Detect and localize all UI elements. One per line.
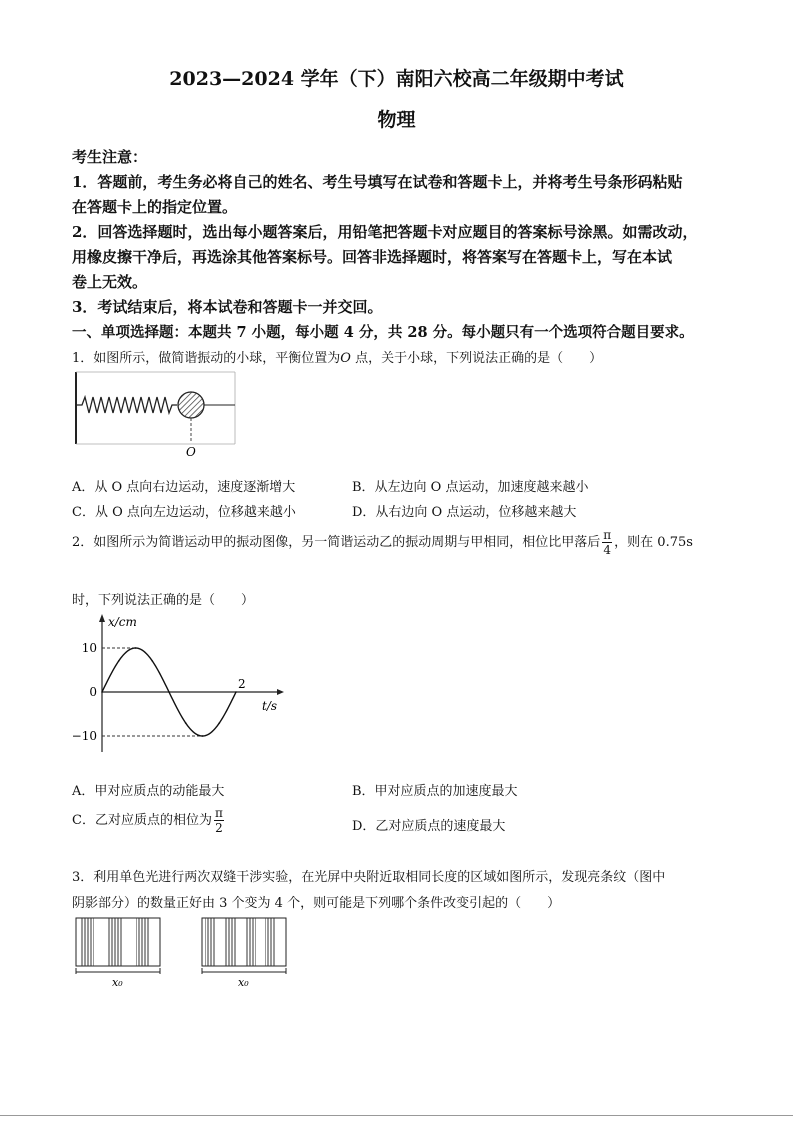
vibration-graph <box>72 612 287 757</box>
width-label-right: x₀ <box>238 976 249 989</box>
q1-option-c: C．从 O 点向左边运动，位移越来越小 <box>72 505 296 520</box>
ball <box>178 392 204 418</box>
bright-fringe <box>80 918 94 966</box>
notice-line-6: 3．考试结束后，将本试卷和答题卡一并交回。 <box>72 298 383 316</box>
x-tick-label: 2 <box>238 677 246 691</box>
q2-option-a: A．甲对应质点的动能最大 <box>72 784 225 799</box>
page-bottom-rule <box>0 1115 793 1116</box>
notice-line-1: 1．答题前，考生务必将自己的姓名、考生号填写在试卷和答题卡上，并将考生号条形码粘贴 <box>72 173 683 191</box>
q1-option-b: B．从左边向 O 点运动，加速度越来越小 <box>352 480 589 495</box>
fringe-panel-left <box>76 918 160 989</box>
question-2-stem-line2: 时，下列说法正确的是（ ） <box>72 593 255 608</box>
y-axis-arrow <box>99 614 105 622</box>
q1-option-d: D．从右边向 O 点运动，位移越来越大 <box>352 505 577 520</box>
data-point <box>135 647 137 649</box>
notice-line-3: 2．回答选择题时，选出每小题答案后，用铅笔把答题卡对应题目的答案标号涂黑。如需改动， <box>72 223 698 241</box>
question-3-stem-line2: 阴影部分）的数量正好由 3 个变为 4 个，则可能是下列哪个条件改变引起的（ ） <box>72 896 561 911</box>
spring-oscillator-figure <box>72 370 242 460</box>
exam-title: 2023—2024 学年（下）南阳六校高二年级期中考试 <box>169 68 624 90</box>
x-axis-label: t/s <box>262 699 278 713</box>
question-1-stem <box>72 347 602 366</box>
data-point <box>235 691 237 693</box>
notice-line-5: 卷上无效。 <box>72 273 148 291</box>
data-point <box>151 660 153 662</box>
equilibrium-label: O <box>186 445 196 459</box>
exam-subject: 物理 <box>377 109 416 131</box>
q2-stem-post: ，则在 0.75s <box>614 535 693 550</box>
data-point <box>202 735 204 737</box>
q2-option-d: D．乙对应质点的速度最大 <box>352 819 506 834</box>
bright-fringe <box>265 918 276 966</box>
data-point <box>101 691 103 693</box>
bright-fringe <box>225 918 236 966</box>
q1-stem-post: 点，关于小球，下列说法正确的是（ ） <box>350 351 603 366</box>
q2-fraction: $\frac{\pi}{4}$ <box>603 528 612 557</box>
fringe-panel-right <box>202 918 286 989</box>
q2-stem-pre: 2．如图所示为简谐运动甲的振动图像，另一简谐运动乙的振动周期与甲相同，相位比甲落后 <box>72 535 601 550</box>
q1-point-o: O <box>340 351 351 366</box>
y-tick-label: −10 <box>72 729 97 743</box>
q2-option-b: B．甲对应质点的加速度最大 <box>352 784 518 799</box>
notice-line-2: 在答题卡上的指定位置。 <box>72 198 238 216</box>
q2-option-c <box>72 806 226 835</box>
notice-line-4: 用橡皮擦干净后，再选涂其他答案标号。回答非选择题时，将答案写在答题卡上，写在本试 <box>72 248 673 266</box>
width-label-left: x₀ <box>112 976 123 989</box>
bright-fringe <box>245 918 256 966</box>
q2-option-c-pre: C．乙对应质点的相位为 <box>72 813 212 828</box>
x-axis-arrow <box>277 689 284 695</box>
data-point <box>168 691 170 693</box>
bright-fringe <box>205 918 216 966</box>
section-heading: 一、单项选择题：本题共 7 小题，每小题 4 分，共 28 分。每小题只有一个选项符合题目要求。 <box>72 324 694 341</box>
notice-heading: 考生注意： <box>72 148 148 166</box>
spring <box>76 397 177 413</box>
y-axis-label: x/cm <box>108 615 137 629</box>
q2-option-c-fraction: $\frac{\pi}{2}$ <box>214 806 223 835</box>
data-point <box>185 722 187 724</box>
question-2-stem <box>72 528 693 557</box>
y-tick-label: 10 <box>81 641 97 655</box>
data-point <box>118 660 120 662</box>
data-point <box>218 722 220 724</box>
q1-option-a: A．从 O 点向右边运动，速度逐渐增大 <box>72 480 296 495</box>
bright-fringe <box>108 918 122 966</box>
y-tick-label: 0 <box>89 685 97 699</box>
interference-fringes-figure <box>72 912 312 990</box>
question-3-stem-line1: 3．利用单色光进行两次双缝干涉实验，在光屏中央附近取相同长度的区域如图所示，发现亮条纹（图中 <box>72 870 666 885</box>
bright-fringe <box>136 918 150 966</box>
q1-stem-pre: 1．如图所示，做简谐振动的小球，平衡位置为 <box>72 351 341 366</box>
